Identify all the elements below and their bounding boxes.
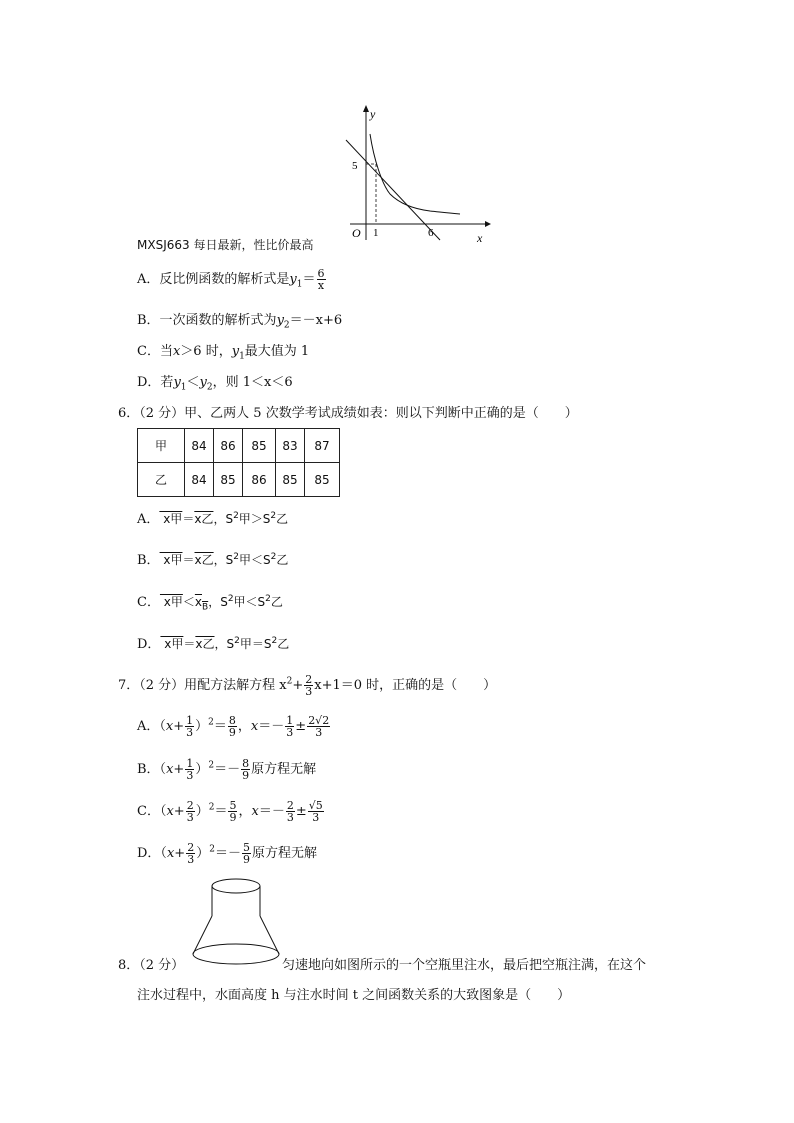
bottle-body-left <box>193 916 212 954</box>
bottle-base-ellipse <box>193 944 279 964</box>
score-cell: 86 <box>243 463 276 497</box>
q7-option-a[interactable]: A．（x+ $\frac{1}{3}$ ）$^2$＝ $\frac{8}{9}$ ，x＝－ $\frac{1}{3}$ ± $\frac{2√2}{3}$ <box>137 714 330 739</box>
q7-option-c[interactable]: C．（x+ $\frac{2}{3}$ ）$^2$＝ $\frac{5}{9}$ ，x＝－ $\frac{2}{3}$ ± $\frac{√5}{3}$ <box>137 799 323 824</box>
q5-option-a-fraction: $\frac{6}{x}$ <box>317 267 325 292</box>
q6-stem: 6．（2 分）甲、乙两人 5 次数学考试成绩如表：则以下判断中正确的是（ ） <box>118 406 578 421</box>
x-axis-arrow <box>485 221 491 227</box>
score-table <box>137 428 340 497</box>
q5-option-a-text: A．反比例函数的解析式是 <box>137 272 290 287</box>
q6-option-b[interactable]: B． x甲＝x乙，$S^2$甲$<S^2$乙 <box>137 552 289 568</box>
q5-option-b[interactable]: B．一次函数的解析式为$y_2=-x+6$ <box>137 313 343 331</box>
table-row <box>138 463 340 497</box>
score-cell: 85 <box>276 463 305 497</box>
tick-label-x1: 1 <box>373 227 379 239</box>
q8-prefix: 8．（2 分） <box>118 958 185 973</box>
function-graph <box>330 100 500 250</box>
x-axis-label: x <box>477 231 483 245</box>
bottle-figure <box>190 874 282 972</box>
tick-label-y5: 5 <box>352 160 358 172</box>
bottle-top-ellipse <box>212 879 260 893</box>
watermark-text: MXSJ663 每日最新，性比价最高 <box>137 238 314 252</box>
score-cell: 85 <box>214 463 243 497</box>
score-cell: 84 <box>185 463 214 497</box>
score-cell: 84 <box>185 429 214 463</box>
q6-option-d[interactable]: D． x甲＝x乙，$S^2$甲$=S^2$乙 <box>137 636 290 652</box>
q7-option-d[interactable]: D．（x+ $\frac{2}{3}$ ）$^2$＝－ $\frac{5}{9}$ 原方程无解 <box>137 841 317 866</box>
q8-line1: 匀速地向如图所示的一个空瓶里注水，最后把空瓶注满，在这个 <box>282 958 647 973</box>
score-cell: 85 <box>305 463 340 497</box>
tick-label-x6: 6 <box>428 227 434 239</box>
linear-function-line <box>346 140 440 240</box>
q6-option-c[interactable]: C． x甲$<x_B$，$S^2$甲$<S^2$乙 <box>137 594 283 613</box>
q5-option-c-text: C．当 <box>137 344 173 359</box>
score-cell: 83 <box>276 429 305 463</box>
q5-option-d[interactable]: D．若$y_1<y_2$，则 1＜x＜6 <box>137 375 293 393</box>
q5-option-c-tail: 最大值为 1 <box>244 344 310 359</box>
inverse-proportion-curve <box>370 134 460 214</box>
score-cell: 86 <box>214 429 243 463</box>
q7-stem: 7．（2 分）用配方法解方程 $x^2+$ $\frac{2}{3}$ x+1＝0 时，正确的是（ ） <box>118 673 497 698</box>
q6-option-a[interactable]: A． x甲＝x乙，$S^2$甲$>S^2$乙 <box>137 511 289 527</box>
q5-option-c[interactable]: C．当x＞6 时，$y_1$最大值为 1 <box>137 344 310 362</box>
q5-option-a[interactable]: A．反比例函数的解析式是$y_1=$ $\frac{6}{x}$ <box>137 267 325 292</box>
q7-option-b[interactable]: B．（x+ $\frac{1}{3}$ ）$^2$＝－ $\frac{8}{9}$ 原方程无解 <box>137 757 317 782</box>
q5-option-b-text: B．一次函数的解析式为 <box>137 313 277 328</box>
q5-option-d-text: D．若 <box>137 375 174 390</box>
row-name: 乙 <box>138 463 185 497</box>
origin-label: O <box>352 226 361 240</box>
q8-line2: 注水过程中，水面高度 h 与注水时间 t 之间函数关系的大致图象是（ ） <box>137 988 571 1003</box>
score-cell: 85 <box>243 429 276 463</box>
y-axis-label: y <box>370 107 376 121</box>
row-name: 甲 <box>138 429 185 463</box>
y-axis-arrow <box>363 105 369 112</box>
bottle-body-right <box>260 916 279 954</box>
q5-option-b-tail: ＝－x+6 <box>289 313 343 328</box>
q5-option-d-tail: ，则 1＜x＜6 <box>212 375 293 390</box>
table-row <box>138 429 340 463</box>
score-cell: 87 <box>305 429 340 463</box>
